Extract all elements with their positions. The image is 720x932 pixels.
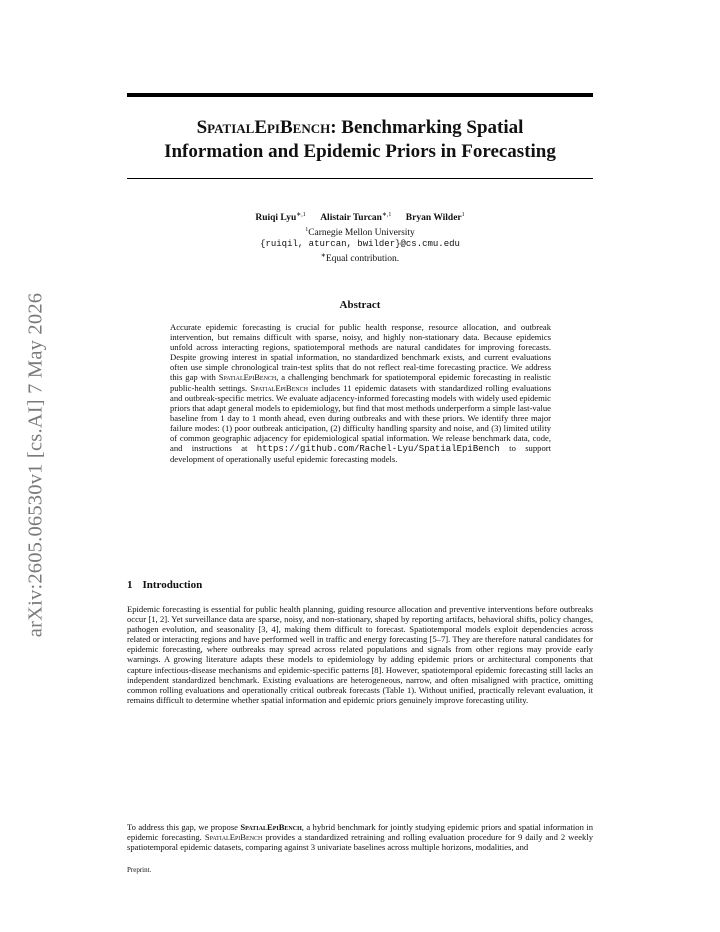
author-names — [127, 210, 593, 225]
section-number: 1 — [127, 579, 133, 591]
github-link[interactable]: https://github.com/Rachel-Lyu/SpatialEpiBench — [256, 444, 500, 455]
arxiv-identifier: arXiv:2605.06530v1 [cs.AI] 7 May 2026 — [24, 292, 47, 638]
author-lyu: Ruiqi Lyu$^{∗,1}$ — [255, 212, 306, 224]
title-bottom-rule — [127, 178, 593, 179]
title-top-rule — [127, 93, 593, 97]
author-emails: {ruiqil, aturcan, bwilder}@cs.cmu.edu — [260, 239, 460, 250]
author-wilder: Bryan Wilder$^1$ — [405, 212, 465, 224]
arxiv-sidebar-stamp — [20, 265, 52, 665]
author-block — [127, 210, 593, 265]
abstract-heading: Abstract — [339, 299, 381, 311]
preprint-footer: Preprint. — [127, 866, 152, 874]
intro-paragraph-2: To address this gap, we propose SpatialEpiBench, a hybrid benchmark for jointly studying epidemic priors and spatial information in epidemic forecasting. SpatialEpiBench provides a standardized retraining and rolling evaluation procedure for 9 daily and 2 weekly spatiotemporal epidemic datasets, comparing against 3 univariate baselines across multiple horizons, modalities, and — [127, 822, 593, 853]
equal-contribution-note: ∗Equal contribution. — [320, 252, 400, 264]
section-heading-introduction — [127, 579, 202, 591]
title-line1-rest: : Benchmarking Spatial — [330, 117, 524, 138]
affiliation: $^1$Carnegie Mellon University — [305, 226, 415, 238]
title-line2: Information and Epidemic Priors in Forecasting — [164, 141, 556, 162]
intro-paragraph-1: Epidemic forecasting is essential for public health planning, guiding resource allocation and preventive interventions before outbreaks occur [1, 2]. Yet surveillance data are sparse, noisy, and non-stationary, shaped by reporting artifacts, behavioral shifts, policy changes, pathogen evolution, and seasonality [3, 4], making them difficult to forecast. Spatiotemporal models exploit dependencies across related or interacting regions and have performed well in traffic and energy forecasting [5–7]. They are therefore natural candidates for epidemic forecasting, where outbreaks may spread across related populations and signals from other regions may provide early warnings. A growing literature adapts these models to epidemiology by adding epidemic priors or architectural components that capture infectious-disease mechanisms and epidemic-specific patterns [8]. However, spatiotemporal epidemic forecasting still lacks an independent standardized benchmark. Existing evaluations are heterogeneous, narrow, and often misaligned with practice, omitting common rolling evaluations and operationally critical outbreak forecasts (Table 1). Without unified, practically relevant evaluation, it remains difficult to determine whether spatial information and epidemic priors genuinely improve forecasting utility. — [127, 604, 593, 705]
section-title: Introduction — [142, 579, 203, 591]
abstract-body: Accurate epidemic forecasting is crucial for public health response, resource allocation, and outbreak intervention, but remains difficult with sparse, noisy, and highly non-stationary data. Because epidemics unfold across interacting regions, spatiotemporal methods are natural candidates for improving forecasts. Despite growing interest in spatial information, no standardized benchmark exists, and current evaluations often use simple chronological train-test splits that do not reflect real-time forecasting practice. We address this gap with SpatialEpiBench, a challenging benchmark for spatiotemporal epidemic forecasting in realistic public-health settings. SpatialEpiBench includes 11 epidemic datasets with standardized rolling evaluations and outbreak-specific metrics. We evaluate adjacency-informed forecasting models with widely used epidemic priors that adapt general models to epidemiology, but find that most methods underperform a simple last-value baseline from 1 day to 1 month ahead, even during outbreaks and with these priors. We identify three major failure modes: (1) poor outbreak anticipation, (2) difficulty handling sparsity and noise, and (3) limited utility of common geographic adjacency for epidemiological spatial information. We release benchmark data, code, and instructions at https://github.com/Rachel-Lyu/SpatialEpiBench to support development of operationally useful epidemic forecasting models. — [170, 322, 552, 465]
author-turcan: Alistair Turcan$^{∗,1}$ — [320, 212, 392, 224]
benchmark-name: SpatialEpiBench — [196, 117, 331, 138]
paper-title — [127, 116, 593, 164]
